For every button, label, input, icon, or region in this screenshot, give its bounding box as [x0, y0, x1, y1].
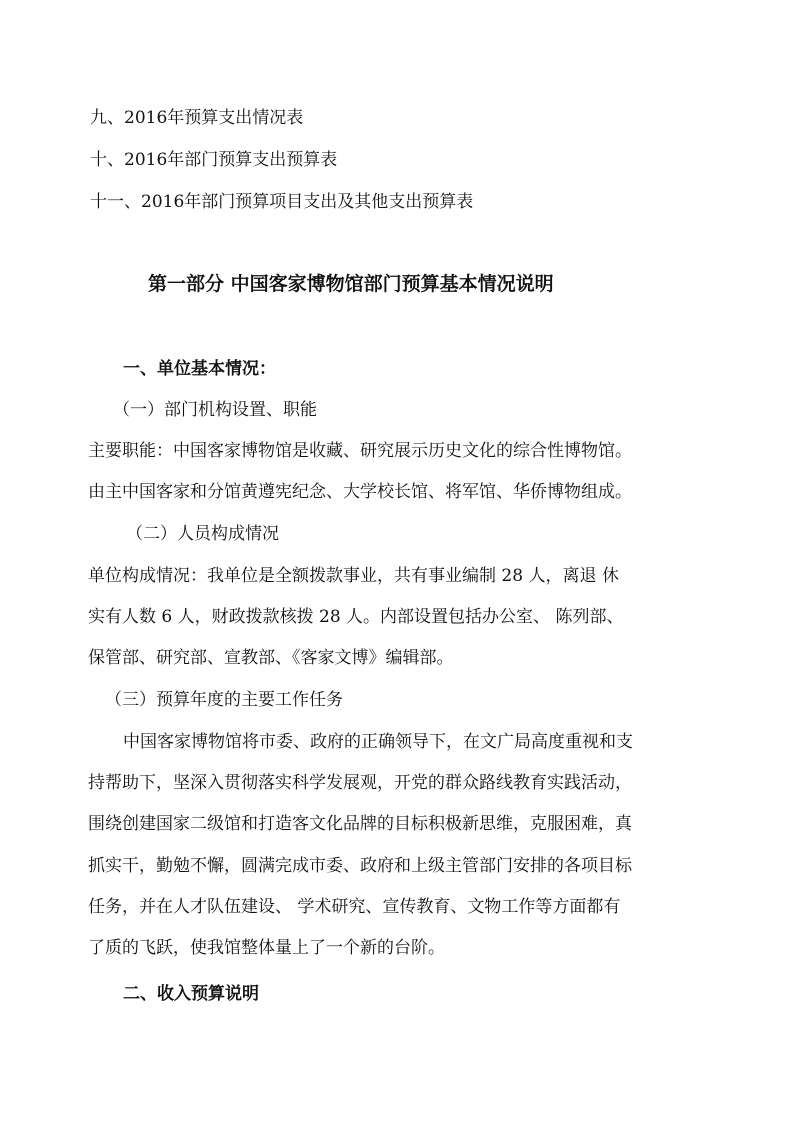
sub3-heading: （三）预算年度的主要工作任务 — [105, 690, 343, 710]
sub3-line-1: 中国客家博物馆将市委、政府的正确领导下，在文广局高度重视和支 — [123, 732, 633, 752]
section2-heading: 二、收入预算说明 — [123, 984, 259, 1004]
sub1-line-1: 主要职能：中国客家博物馆是收藏、研究展示历史文化的综合性博物馆。 — [88, 441, 632, 461]
toc-item-9: 九、2016年预算支出情况表 — [90, 108, 304, 128]
sub2-heading: （二）人员构成情况 — [126, 524, 279, 544]
sub3-line-6: 了质的飞跃，使我馆整体量上了一个新的台阶。 — [88, 938, 445, 958]
sub2-line-2: 实有人数 6 人，财政拨款核拨 28 人。内部设置包括办公室、 陈列部、 — [88, 607, 624, 627]
toc-item-10: 十、2016年部门预算支出预算表 — [90, 150, 338, 170]
part-title: 第一部分 中国客家博物馆部门预算基本情况说明 — [148, 273, 554, 295]
sub3-line-2: 持帮助下，坚深入贯彻落实科学发展观，开党的群众路线教育实践活动， — [88, 773, 632, 793]
sub3-line-4: 抓实干，勤勉不懈，圆满完成市委、政府和上级主管部门安排的各项目标 — [88, 856, 632, 876]
sub3-line-3: 围绕创建国家二级馆和打造客文化品牌的目标积极新思维，克服困难，真 — [88, 814, 632, 834]
section1-heading: 一、单位基本情况： — [123, 359, 276, 379]
sub3-line-5: 任务，并在人才队伍建设、 学术研究、宣传教育、文物工作等方面都有 — [88, 897, 621, 917]
sub2-line-3: 保管部、研究部、宣教部、《客家文博》编辑部。 — [88, 648, 454, 668]
sub2-line-1: 单位构成情况：我单位是全额拨款事业，共有事业编制 28 人，离退 休 — [88, 566, 619, 586]
sub1-heading: （一）部门机构设置、职能 — [113, 400, 317, 420]
sub1-line-2: 由主中国客家和分馆黄遵宪纪念、大学校长馆、将军馆、华侨博物组成。 — [88, 482, 632, 502]
toc-item-11: 十一、2016年部门预算项目支出及其他支出预算表 — [90, 192, 474, 212]
